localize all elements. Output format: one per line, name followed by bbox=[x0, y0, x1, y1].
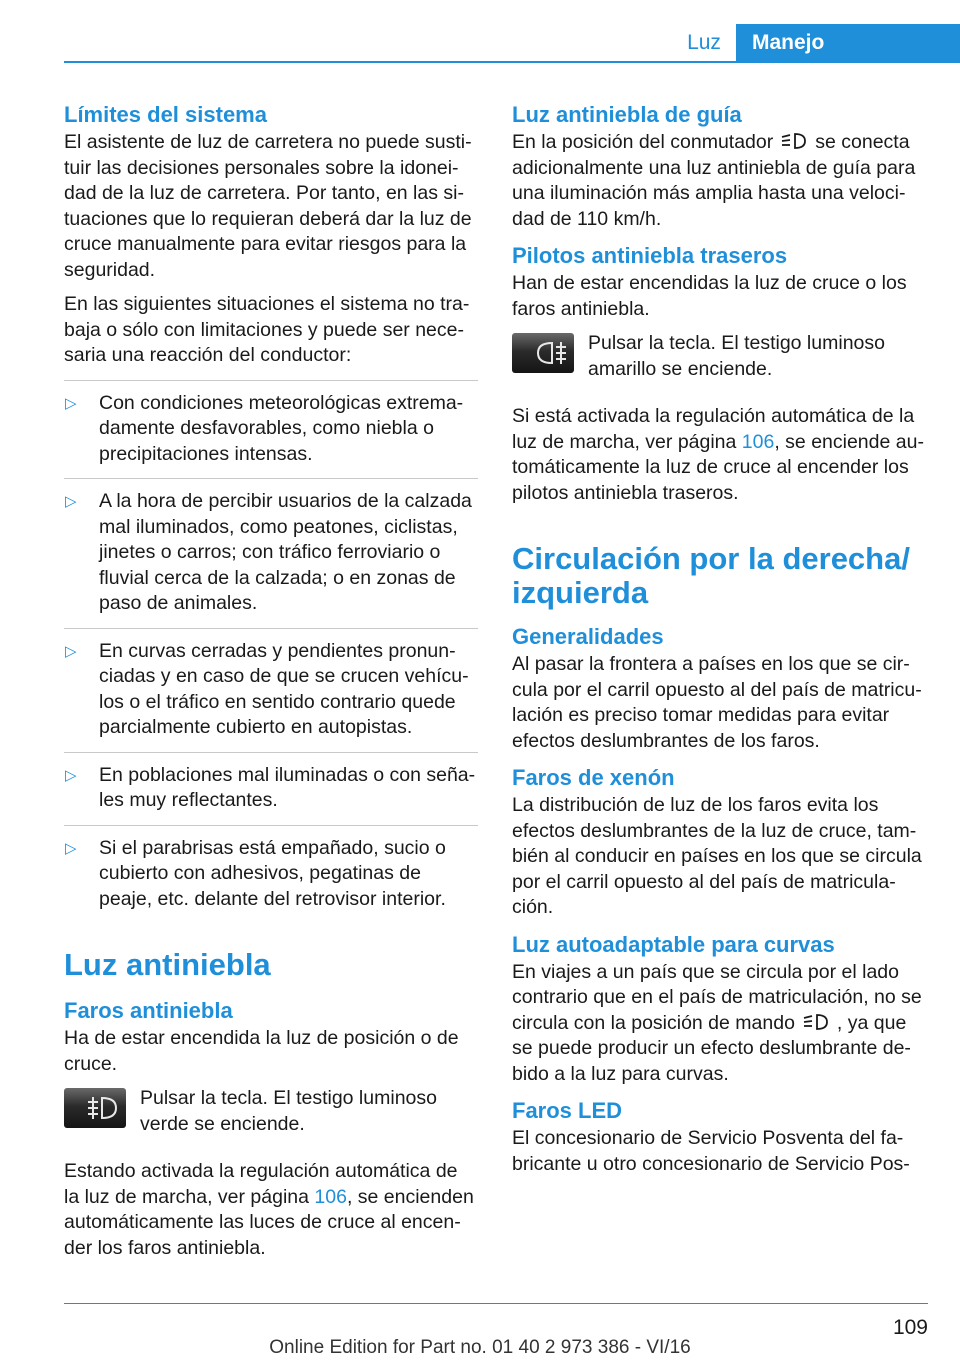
heading-luz-autoadaptable: Luz autoadaptable para curvas bbox=[512, 931, 835, 957]
divider bbox=[64, 380, 478, 381]
paragraph-curvas: En viajes a un país que se circula por el lado contrario que en el país de matriculación, no se circula con la posición de mando , ya que se puede producir un efecto deslumbrante de- bido a la luz para curvas. bbox=[512, 960, 922, 1085]
triangle-bullet-icon: ▷ bbox=[65, 766, 77, 784]
heading-limites-del-sistema: Límites del sistema bbox=[64, 102, 267, 127]
list-divider bbox=[64, 825, 478, 826]
paragraph-pilotos-key: Pulsar la tecla. El testigo luminoso amarillo se enciende. bbox=[588, 332, 885, 380]
list-item: ▷ En poblaciones mal iluminadas o con seña- les muy reflectantes. bbox=[65, 763, 476, 811]
auto-headlight-switch-icon bbox=[801, 1012, 831, 1032]
right-column bbox=[512, 100, 928, 1177]
header-tab-luz[interactable]: Luz bbox=[687, 31, 721, 54]
heading-luz-antiniebla: Luz antiniebla bbox=[64, 947, 271, 982]
triangle-bullet-icon: ▷ bbox=[65, 839, 77, 857]
paragraph-pilotos-2: Si está activada la regulación automática de la luz de marcha, ver página 106, se enciende au- tomáticamente la luz de cruce al encender los pilotos antiniebla traseros. bbox=[512, 405, 924, 504]
page-link-106[interactable]: 106 bbox=[314, 1185, 347, 1208]
page-number: 109 bbox=[892, 1316, 928, 1339]
heading-faros-de-xenon: Faros de xenón bbox=[512, 765, 675, 790]
paragraph-limites-2: En las siguientes situaciones el sistema no tra- baja o sólo con limitaciones y puede ser nece- saria una reacción del conductor: bbox=[64, 293, 470, 366]
paragraph-generalidades: Al pasar la frontera a países en los que se cir- cula por el carril opuesto al del país de matricu- lación es preciso tomar medidas para evitar efectos deslumbrantes de los faros. bbox=[512, 653, 922, 752]
front-fog-light-icon bbox=[86, 1094, 120, 1122]
heading-circulacion: Circulación por la derecha/ izquierda bbox=[512, 541, 910, 610]
heading-generalidades: Generalidades bbox=[512, 624, 664, 649]
rear-fog-light-icon bbox=[534, 339, 568, 367]
heading-pilotos-antiniebla-traseros: Pilotos antiniebla traseros bbox=[512, 243, 788, 268]
list-item: ▷ Si el parabrisas está empañado, sucio o cubierto con adhesivos, pegatinas de peaje, etc. delante del retrovisor interior. bbox=[65, 836, 446, 910]
paragraph-xenon: La distribución de luz de los faros evita los efectos deslumbrantes de la luz de cruce, tam- bién al conducir en países en los que se circula por el carril opuesto al del país de matricula- ción. bbox=[512, 794, 922, 918]
heading-luz-antiniebla-de-guia: Luz antiniebla de guía bbox=[512, 102, 742, 127]
heading-faros-led: Faros LED bbox=[512, 1098, 623, 1123]
list-divider bbox=[64, 752, 478, 753]
list-divider bbox=[64, 478, 478, 479]
list-divider bbox=[64, 628, 478, 629]
online-edition-note: Online Edition for Part no. 01 40 2 973 386 - VI/16 bbox=[269, 1337, 691, 1358]
footer-rule bbox=[64, 1303, 928, 1304]
paragraph-faros-2: Estando activada la regulación automática de la luz de marcha, ver página 106, se encienden automáticamente las luces de cruce al encen- der los faros antiniebla. bbox=[64, 1160, 474, 1259]
triangle-bullet-icon: ▷ bbox=[65, 394, 77, 412]
list-item: ▷ Con condiciones meteorológicas extrema- damente desfavorables, como niebla o precipitaciones intensas. bbox=[65, 391, 464, 465]
heading-faros-antiniebla: Faros antiniebla bbox=[64, 998, 233, 1023]
list-item: ▷ En curvas cerradas y pendientes pronun- ciadas y en caso de que se crucen vehícu- los o el tráfico en sentido contrario quede parcialmente cubierto en autopistas. bbox=[65, 639, 469, 738]
header-tab-manejo[interactable]: Manejo bbox=[736, 24, 960, 63]
auto-headlight-switch-icon bbox=[779, 131, 809, 151]
paragraph-pilotos-1: Han de estar encendidas la luz de cruce o los faros antiniebla. bbox=[512, 272, 907, 320]
left-column bbox=[64, 100, 478, 1261]
list-item: ▷ A la hora de percibir usuarios de la calzada mal iluminados, como peatones, ciclistas, jinetes o carros; con tráfico ferroviario o fluvial cerca de la calzada; o en zonas de paso de animales. bbox=[65, 490, 472, 614]
rear-fog-light-key[interactable] bbox=[512, 333, 574, 373]
paragraph-guia: En la posición del conmutador se conecta adicionalmente una luz antiniebla de guía para una iluminación más amplia hasta una veloci- dad de 110 km/h. bbox=[512, 131, 916, 230]
paragraph-faros-1: Ha de estar encendida la luz de posición o de cruce. bbox=[64, 1027, 459, 1075]
triangle-bullet-icon: ▷ bbox=[65, 493, 77, 510]
rear-fog-key-row bbox=[512, 331, 928, 382]
paragraph-led: El concesionario de Servicio Posventa del fa- bricante u otro concesionario de Servicio Pos- bbox=[512, 1127, 910, 1175]
front-fog-key-row bbox=[64, 1086, 478, 1137]
limitations-list bbox=[64, 391, 478, 913]
front-fog-light-key[interactable] bbox=[64, 1088, 126, 1128]
paragraph-limites-1: El asistente de luz de carretera no puede susti- tuir las decisiones personales sobre la idonei- dad de la luz de carretera. Por tanto, en las si- tuaciones que lo requieran deberá dar la luz de cruce manualmente para evitar riesgos para la seguridad. bbox=[64, 131, 472, 281]
triangle-bullet-icon: ▷ bbox=[65, 642, 77, 660]
header-rule bbox=[64, 61, 960, 63]
page-link-106[interactable]: 106 bbox=[741, 430, 775, 453]
paragraph-faros-key: Pulsar la tecla. El testigo luminoso verde se enciende. bbox=[140, 1087, 437, 1135]
